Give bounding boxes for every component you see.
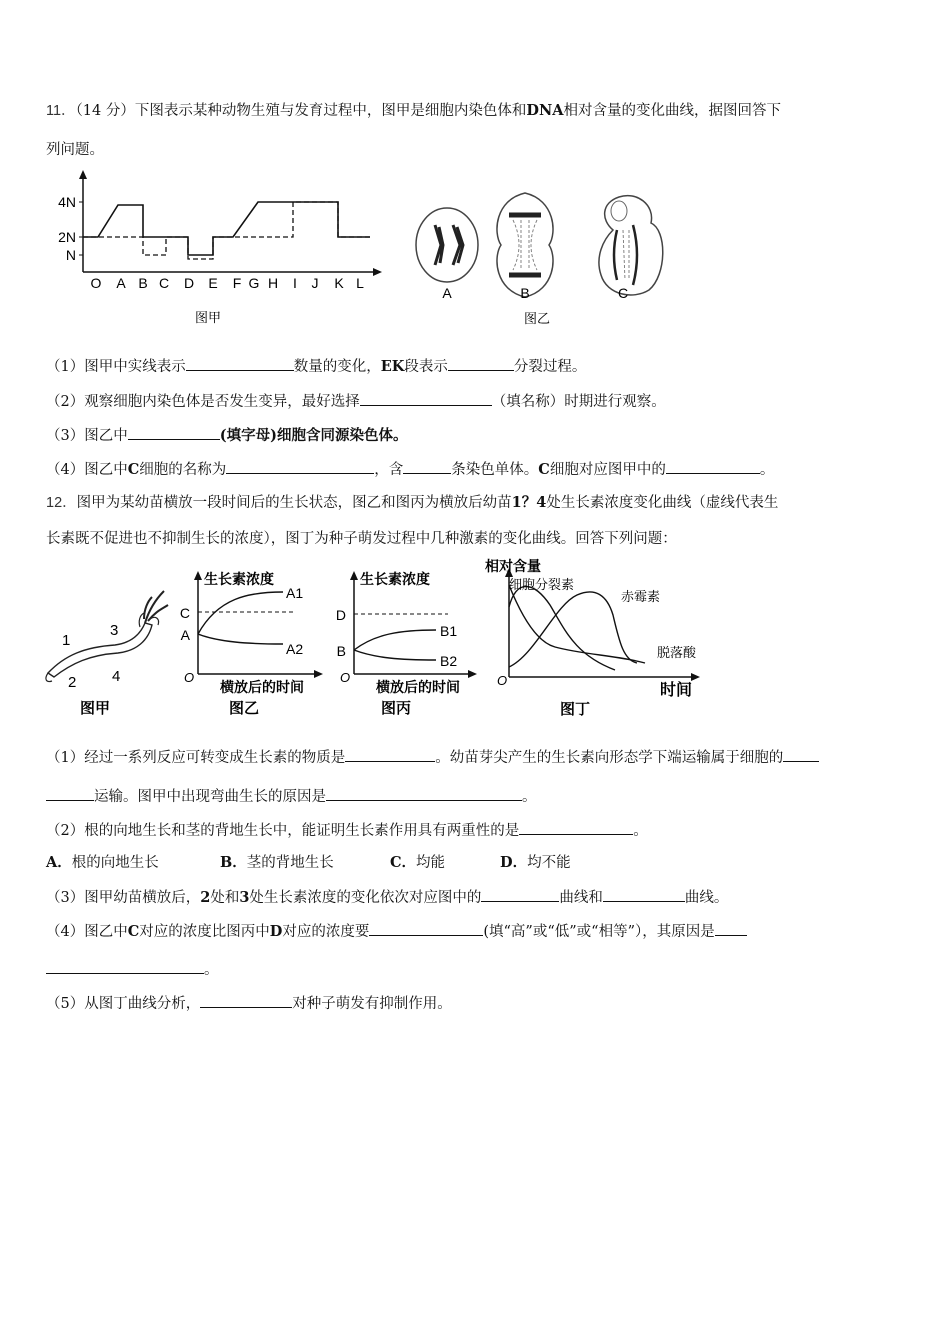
q12-options bbox=[46, 852, 910, 874]
svg-text:生长素浓度: 生长素浓度 bbox=[204, 571, 274, 587]
answer-blank[interactable] bbox=[345, 746, 435, 762]
curve-a2 bbox=[198, 634, 283, 644]
q11-stem-line2: 列问题。 bbox=[46, 142, 104, 158]
answer-blank[interactable] bbox=[360, 390, 492, 406]
y-label-4n: 4N bbox=[58, 194, 76, 210]
caption-q12-jia: 图甲 bbox=[79, 700, 111, 717]
caption-q12-yi: 图乙 bbox=[228, 700, 260, 717]
svg-text:E: E bbox=[208, 275, 218, 291]
svg-text:D: D bbox=[183, 275, 195, 291]
q12-figure-ding bbox=[485, 555, 710, 730]
svg-text:H: H bbox=[267, 275, 279, 291]
q11-sub4: （4）图乙中C细胞的名称为 ，含 条染色单体。C细胞对应图甲中的 。 bbox=[46, 458, 910, 481]
answer-blank[interactable] bbox=[403, 458, 451, 474]
svg-text:B: B bbox=[336, 643, 346, 659]
answer-blank[interactable] bbox=[369, 920, 483, 936]
option-a[interactable]: A．根的向地生长 bbox=[46, 854, 159, 871]
svg-text:1: 1 bbox=[62, 632, 71, 649]
answer-blank[interactable] bbox=[326, 785, 522, 801]
q12-sub4-line1: （4）图乙中C对应的浓度比图丙中D对应的浓度要 (填“高”或“低”或“相等”），其原因是 bbox=[46, 920, 910, 943]
answer-blank[interactable] bbox=[200, 992, 292, 1008]
q12-sub4-line2: 。 bbox=[46, 958, 910, 981]
answer-blank[interactable] bbox=[783, 746, 819, 762]
svg-text:F: F bbox=[232, 275, 242, 291]
answer-blank[interactable] bbox=[603, 886, 685, 902]
svg-text:O: O bbox=[497, 673, 508, 688]
svg-text:4: 4 bbox=[112, 668, 121, 685]
curve-a1 bbox=[198, 592, 283, 634]
answer-blank[interactable] bbox=[715, 920, 747, 936]
q12-figure-jia bbox=[40, 585, 175, 725]
q12-sub2: （2）根的向地生长和茎的背地生长中，能证明生长素作用具有两重性的是 。 bbox=[46, 819, 910, 842]
svg-text:2: 2 bbox=[68, 674, 77, 691]
svg-text:3: 3 bbox=[110, 622, 119, 639]
answer-blank[interactable] bbox=[519, 819, 633, 835]
svg-text:时间: 时间 bbox=[660, 682, 693, 699]
option-d[interactable]: D．均不能 bbox=[500, 854, 571, 871]
svg-text:A1: A1 bbox=[286, 585, 304, 601]
q12-figure-yi bbox=[178, 568, 328, 728]
q12-stem-line1: 12．图甲为某幼苗横放一段时间后的生长状态，图乙和图丙为横放后幼苗1？4处生长素浓度变化曲线（虚线代表生 bbox=[46, 494, 779, 511]
curve-b1 bbox=[354, 630, 436, 650]
svg-text:K: K bbox=[334, 275, 344, 291]
caption-q12-bing: 图丙 bbox=[380, 700, 412, 717]
option-b[interactable]: B．茎的背地生长 bbox=[220, 854, 334, 871]
svg-text:B: B bbox=[520, 285, 530, 301]
q12-sub1-line2: 运输。图甲中出现弯曲生长的原因是 。 bbox=[46, 785, 910, 808]
svg-text:C: C bbox=[617, 285, 629, 301]
q12-number: 12． bbox=[46, 495, 77, 511]
caption-q12-ding: 图丁 bbox=[559, 701, 591, 718]
answer-blank[interactable] bbox=[666, 458, 760, 474]
svg-text:D: D bbox=[335, 607, 346, 623]
answer-blank[interactable] bbox=[481, 886, 559, 902]
svg-text:C: C bbox=[179, 605, 190, 621]
curve-b2 bbox=[354, 650, 436, 660]
q12-stem-line2: 长素既不促进也不抑制生长的浓度），图丁为种子萌发过程中几种激素的变化曲线。回答下列问题： bbox=[46, 531, 677, 547]
q11-figure-jia bbox=[48, 170, 388, 330]
q11-sub3: （3）图乙中 (填字母)细胞含同源染色体。 bbox=[46, 424, 910, 447]
svg-text:L: L bbox=[356, 275, 364, 291]
svg-text:O: O bbox=[90, 275, 102, 291]
answer-blank[interactable] bbox=[128, 424, 220, 440]
option-c[interactable]: C．均能 bbox=[390, 854, 446, 871]
svg-text:O: O bbox=[340, 670, 351, 685]
cell-b bbox=[497, 193, 553, 297]
svg-text:I: I bbox=[293, 275, 297, 291]
answer-blank[interactable] bbox=[46, 958, 204, 974]
q11-score: （14 分） bbox=[75, 103, 135, 119]
curve-cytokinin bbox=[509, 586, 615, 670]
q11-sub1: （1）图甲中实线表示 数量的变化，EK段表示 分裂过程。 bbox=[46, 355, 910, 378]
cell-c bbox=[599, 196, 663, 295]
svg-text:横放后的时间: 横放后的时间 bbox=[376, 679, 460, 695]
answer-blank[interactable] bbox=[448, 355, 514, 371]
answer-blank[interactable] bbox=[226, 458, 374, 474]
cell-a bbox=[416, 208, 478, 282]
curve-gibberellin bbox=[509, 592, 637, 667]
svg-text:G: G bbox=[248, 275, 260, 291]
caption-jia: 图甲 bbox=[194, 310, 222, 325]
svg-text:横放后的时间: 横放后的时间 bbox=[220, 679, 304, 695]
caption-yi: 图乙 bbox=[523, 311, 551, 326]
q11-number: 11． bbox=[46, 103, 76, 119]
q11-stem-line1: 11．（14 分）下图表示某种动物生殖与发育过程中，图甲是细胞内染色体和DNA相对含量的变化曲线，据图回答下 bbox=[46, 102, 781, 119]
answer-blank[interactable] bbox=[186, 355, 294, 371]
answer-blank[interactable] bbox=[46, 785, 94, 801]
svg-text:A: A bbox=[180, 627, 190, 643]
svg-text:B1: B1 bbox=[440, 623, 458, 639]
svg-text:细胞分裂素: 细胞分裂素 bbox=[509, 577, 575, 592]
q11-figure-yi bbox=[405, 175, 675, 330]
svg-text:脱落酸: 脱落酸 bbox=[657, 645, 697, 660]
svg-text:赤霉素: 赤霉素 bbox=[621, 589, 661, 604]
y-label-n: N bbox=[65, 247, 76, 263]
q12-sub3: （3）图甲幼苗横放后，2处和3处生长素浓度的变化依次对应图中的 曲线和 曲线。 bbox=[46, 886, 910, 909]
q11-sub2: （2）观察细胞内染色体是否发生变异，最好选择 （填名称）时期进行观察。 bbox=[46, 390, 910, 413]
svg-text:相对含量: 相对含量 bbox=[485, 558, 541, 574]
svg-text:生长素浓度: 生长素浓度 bbox=[360, 571, 430, 587]
svg-text:O: O bbox=[184, 670, 195, 685]
x-labels bbox=[91, 275, 365, 291]
q12-sub1-line1: （1）经过一系列反应可转变成生长素的物质是 。幼苗芽尖产生的生长素向形态学下端运输属于细胞的 bbox=[46, 746, 910, 769]
svg-text:B: B bbox=[138, 275, 148, 291]
q12-figure-bing bbox=[330, 568, 490, 728]
solid-curve bbox=[83, 202, 370, 255]
svg-text:J: J bbox=[311, 275, 319, 291]
svg-text:A2: A2 bbox=[286, 641, 304, 657]
svg-text:A: A bbox=[116, 275, 126, 291]
y-label-2n: 2N bbox=[58, 229, 76, 245]
q12-sub5: （5）从图丁曲线分析， 对种子萌发有抑制作用。 bbox=[46, 992, 910, 1015]
svg-text:B2: B2 bbox=[440, 653, 458, 669]
svg-text:C: C bbox=[158, 275, 170, 291]
svg-text:A: A bbox=[442, 285, 452, 301]
dashed-curve bbox=[83, 202, 370, 259]
